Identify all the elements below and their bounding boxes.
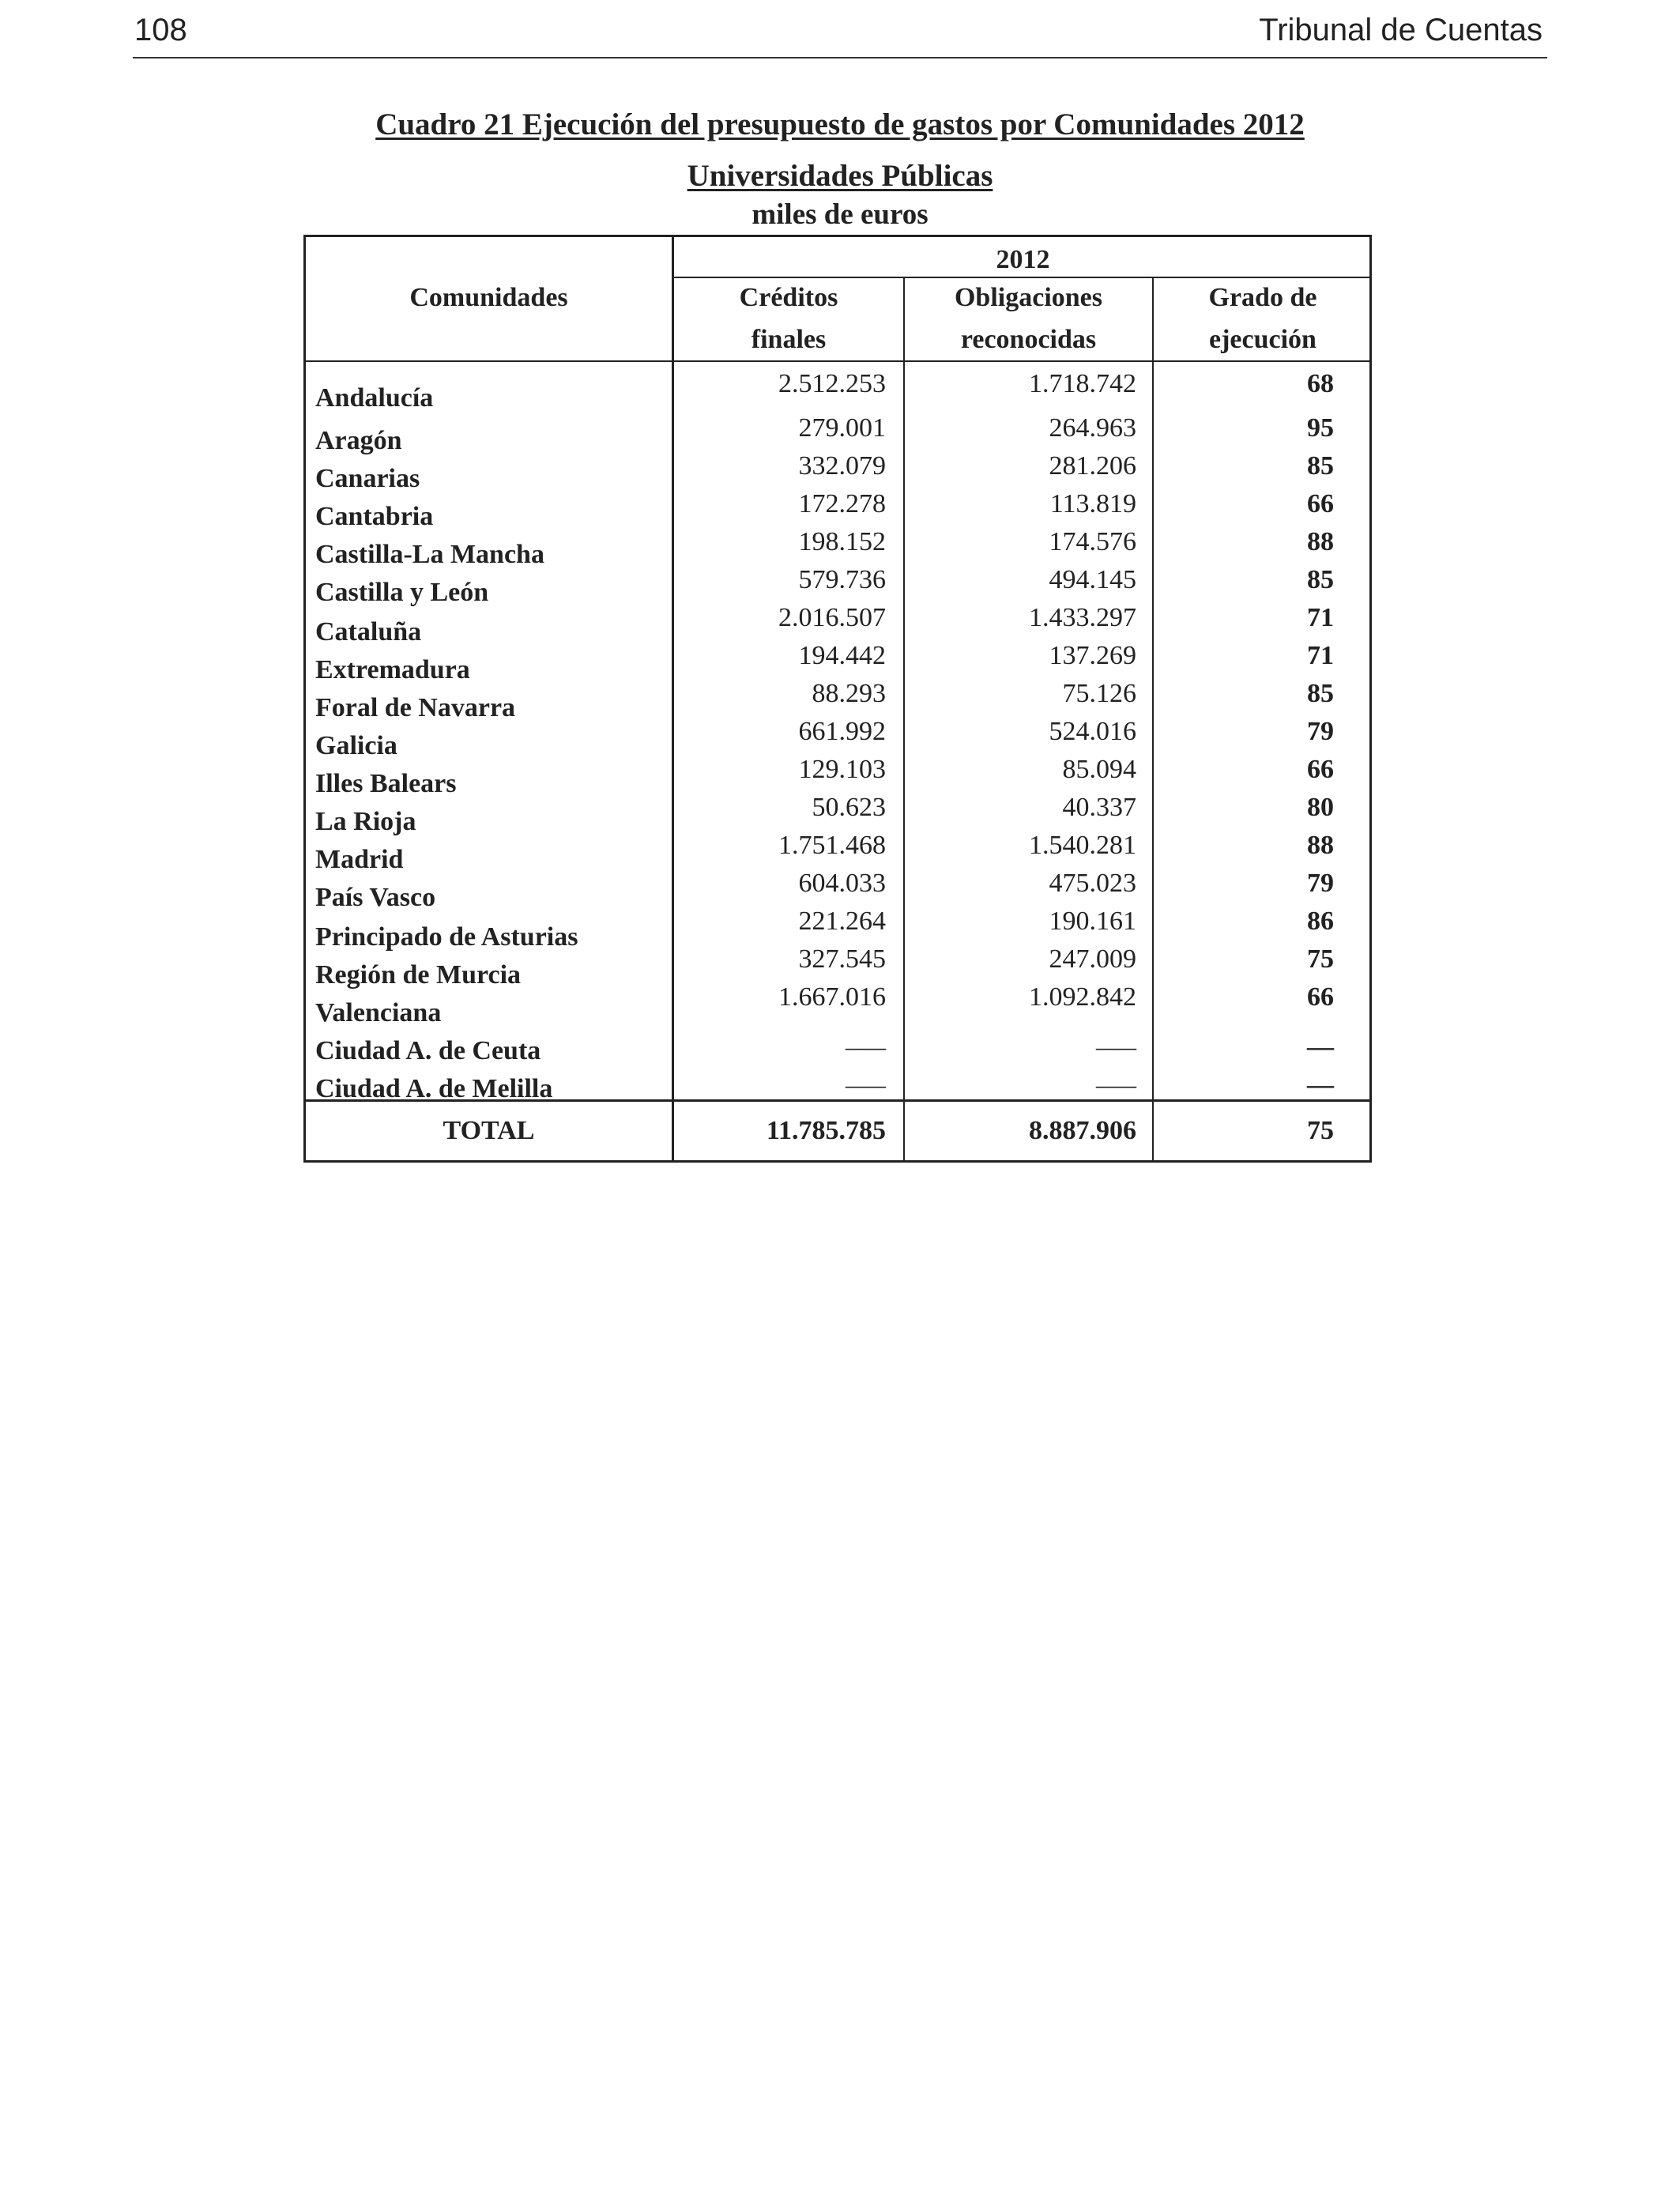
row-creditos: 1.751.468: [778, 831, 886, 860]
row-grado: 71: [1307, 603, 1334, 632]
row-grado: 85: [1307, 565, 1334, 594]
row-creditos: 1.667.016: [778, 982, 886, 1012]
row-obligaciones: 247.009: [1049, 944, 1136, 974]
row-name: Ciudad A. de Melilla: [315, 1074, 553, 1103]
total-creditos: 11.785.785: [766, 1116, 886, 1145]
row-obligaciones: 1.718.742: [1029, 369, 1136, 398]
row-grado: 86: [1307, 907, 1334, 936]
row-name: Madrid: [315, 845, 404, 874]
row-name: Cantabria: [315, 502, 434, 531]
row-name: Foral de Navarra: [315, 693, 516, 722]
col-header-grado: Grado de: [1208, 283, 1317, 312]
running-title: Tribunal de Cuentas: [1259, 13, 1543, 47]
row-obligaciones: 524.016: [1049, 717, 1136, 746]
row-name: Aragón: [315, 426, 402, 455]
row-name: Canarias: [315, 464, 420, 493]
row-obligaciones: 85.094: [1062, 755, 1136, 784]
row-creditos: 172.278: [798, 489, 886, 518]
row-obligaciones: 494.145: [1049, 565, 1136, 594]
row-grado: 95: [1307, 413, 1334, 443]
col-header-grado-2: ejecución: [1209, 325, 1317, 354]
row-obligaciones: 137.269: [1049, 641, 1136, 670]
budget-table: [303, 235, 1372, 1163]
row-obligaciones: 1.540.281: [1029, 831, 1136, 860]
row-name: Principado de Asturias: [315, 922, 578, 952]
row-grado: 66: [1307, 982, 1334, 1012]
row-creditos: 129.103: [798, 755, 886, 784]
table-unit: miles de euros: [751, 198, 929, 231]
row-creditos: 604.033: [798, 869, 886, 898]
row-name: Andalucía: [315, 383, 434, 413]
row-grado: 80: [1307, 793, 1334, 822]
header-rule: [672, 277, 1369, 278]
row-creditos: ___: [846, 1023, 886, 1053]
row-grado: 68: [1307, 369, 1334, 398]
row-creditos: ___: [846, 1061, 886, 1091]
total-label: TOTAL: [443, 1116, 535, 1145]
row-grado: 66: [1307, 755, 1334, 784]
row-creditos: 279.001: [798, 413, 886, 443]
row-grado: 88: [1307, 527, 1334, 556]
row-creditos: 332.079: [798, 451, 886, 481]
page-header: [133, 11, 1547, 58]
row-obligaciones: ___: [1096, 1023, 1136, 1053]
row-creditos: 50.623: [812, 793, 886, 822]
total-obligaciones: 8.887.906: [1029, 1116, 1136, 1145]
row-grado: 79: [1307, 717, 1334, 746]
row-obligaciones: 475.023: [1049, 869, 1136, 898]
header-rule: [306, 360, 1369, 362]
row-name: Valenciana: [315, 998, 442, 1027]
row-name: La Rioja: [315, 807, 416, 836]
row-grado: 75: [1307, 944, 1334, 974]
row-obligaciones: 40.337: [1062, 793, 1136, 822]
col-header-creditos: Créditos: [739, 283, 838, 312]
row-creditos: 198.152: [798, 527, 886, 556]
row-obligaciones: 1.092.842: [1029, 982, 1136, 1012]
row-obligaciones: 113.819: [1049, 489, 1136, 518]
row-obligaciones: 1.433.297: [1029, 603, 1136, 632]
table-title: Cuadro 21 Ejecución del presupuesto de gastos por Comunidades 2012: [375, 107, 1305, 141]
total-grado: 75: [1307, 1116, 1334, 1145]
col-header-comunidades: Comunidades: [409, 283, 568, 312]
row-grado: 71: [1307, 641, 1334, 670]
row-grado: 66: [1307, 489, 1334, 518]
row-name: Illes Balears: [315, 769, 457, 798]
row-name: Cataluña: [315, 617, 422, 647]
row-name: Región de Murcia: [315, 960, 522, 990]
row-obligaciones: ___: [1096, 1061, 1136, 1091]
row-name: País Vasco: [315, 883, 436, 912]
row-creditos: 221.264: [798, 907, 886, 936]
row-grado: 88: [1307, 831, 1334, 860]
row-creditos: 661.992: [798, 717, 886, 746]
row-creditos: 327.545: [798, 944, 886, 974]
row-obligaciones: 281.206: [1049, 451, 1136, 481]
row-grado: __: [1307, 1023, 1334, 1053]
row-grado: 85: [1307, 679, 1334, 708]
row-creditos: 194.442: [798, 641, 886, 670]
row-creditos: 2.016.507: [778, 603, 886, 632]
row-grado: __: [1307, 1061, 1334, 1091]
col-header-obligaciones-2: reconocidas: [960, 325, 1097, 354]
row-name: Galicia: [315, 731, 397, 760]
row-grado: 79: [1307, 869, 1334, 898]
row-name: Extremadura: [315, 655, 470, 684]
col-header-obligaciones: Obligaciones: [954, 283, 1103, 312]
row-obligaciones: 264.963: [1049, 413, 1136, 443]
page-number: 108: [134, 13, 187, 47]
row-creditos: 579.736: [798, 565, 886, 594]
row-creditos: 88.293: [812, 679, 886, 708]
row-name: Castilla-La Mancha: [315, 540, 544, 569]
row-name: Ciudad A. de Ceuta: [315, 1036, 541, 1065]
row-obligaciones: 75.126: [1062, 679, 1136, 708]
row-grado: 85: [1307, 451, 1334, 481]
row-name: Castilla y León: [315, 578, 489, 607]
table-subtitle: Universidades Públicas: [687, 159, 993, 193]
row-obligaciones: 174.576: [1049, 527, 1136, 556]
col-header-year: 2012: [996, 245, 1050, 274]
row-creditos: 2.512.253: [778, 369, 886, 398]
row-obligaciones: 190.161: [1049, 907, 1136, 936]
col-header-creditos-2: finales: [751, 325, 827, 354]
